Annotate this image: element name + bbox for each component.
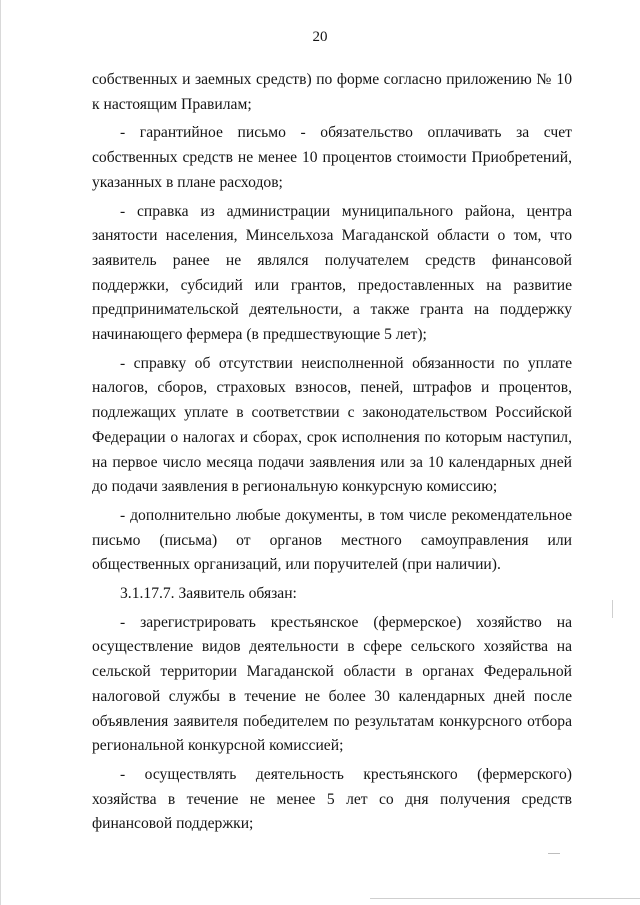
paragraph-guarantee-letter: - гарантийное письмо - обязательство оплачивать за счет собственных средств не менее 10 процентов стоимости Приобретений, указанных в плане расходов; — [92, 124, 572, 191]
paragraph-additional-documents: - дополнительно любые документы, в том числе рекомендательное письмо (письма) от органов местного самоуправления или общественных организаций, или поручителей (при наличии). — [92, 506, 572, 574]
document-body — [92, 68, 572, 841]
paragraph-operate-farm: - осуществлять деятельность крестьянского (фермерского) хозяйства в течение не менее 5 лет со дня получения средств финансовой поддержки; — [92, 765, 572, 833]
scan-bottom-edge — [370, 898, 640, 899]
page-number: 20 — [312, 29, 328, 45]
section-heading-applicant-obligations: 3.1.17.7. Заявитель обязан: — [120, 585, 297, 603]
paragraph-register-farm: - зарегистрировать крестьянское (фермерское) хозяйство на осуществление видов деятельности в сфере сельского хозяйства на сельской территории Магаданской области в органах Федеральной налоговой службы в течение не более 30 календарных дней после объявления заявителя победителем по результатам конкурсного отбора региональной конкурсной комиссией; — [92, 613, 572, 755]
paragraph-tax-certificate: - справку об отсутствии неисполненной обязанности по уплате налогов, сборов, страховых взносов, пеней, штрафов и процентов, подлежащих уплате в соответствии с законодательством Российской Федерации о налогах и сборах, срок исполнения по которым наступил, на первое число месяца подачи заявления или за 10 календарных дней до подачи заявления в региональную конкурсную комиссию; — [92, 354, 572, 496]
paragraph-certificate-administration: - справка из администрации муниципального района, центра занятости населения, Минсельхоза Магаданской области о том, что заявитель ранее не являлся получателем средств финансовой поддержки, субсидий или грантов, предоставленных на развитие предпринимательской деятельности, а также гранта на поддержку начинающего фермера (в предшествующие 5 лет); — [92, 202, 572, 344]
paragraph-continuation: собственных и заемных средств) по форме согласно приложению № 10 к настоящим Правилам; — [92, 71, 572, 113]
scan-left-edge — [0, 0, 1, 905]
scan-artifact-footer — [548, 853, 560, 854]
scan-artifact — [612, 600, 613, 618]
